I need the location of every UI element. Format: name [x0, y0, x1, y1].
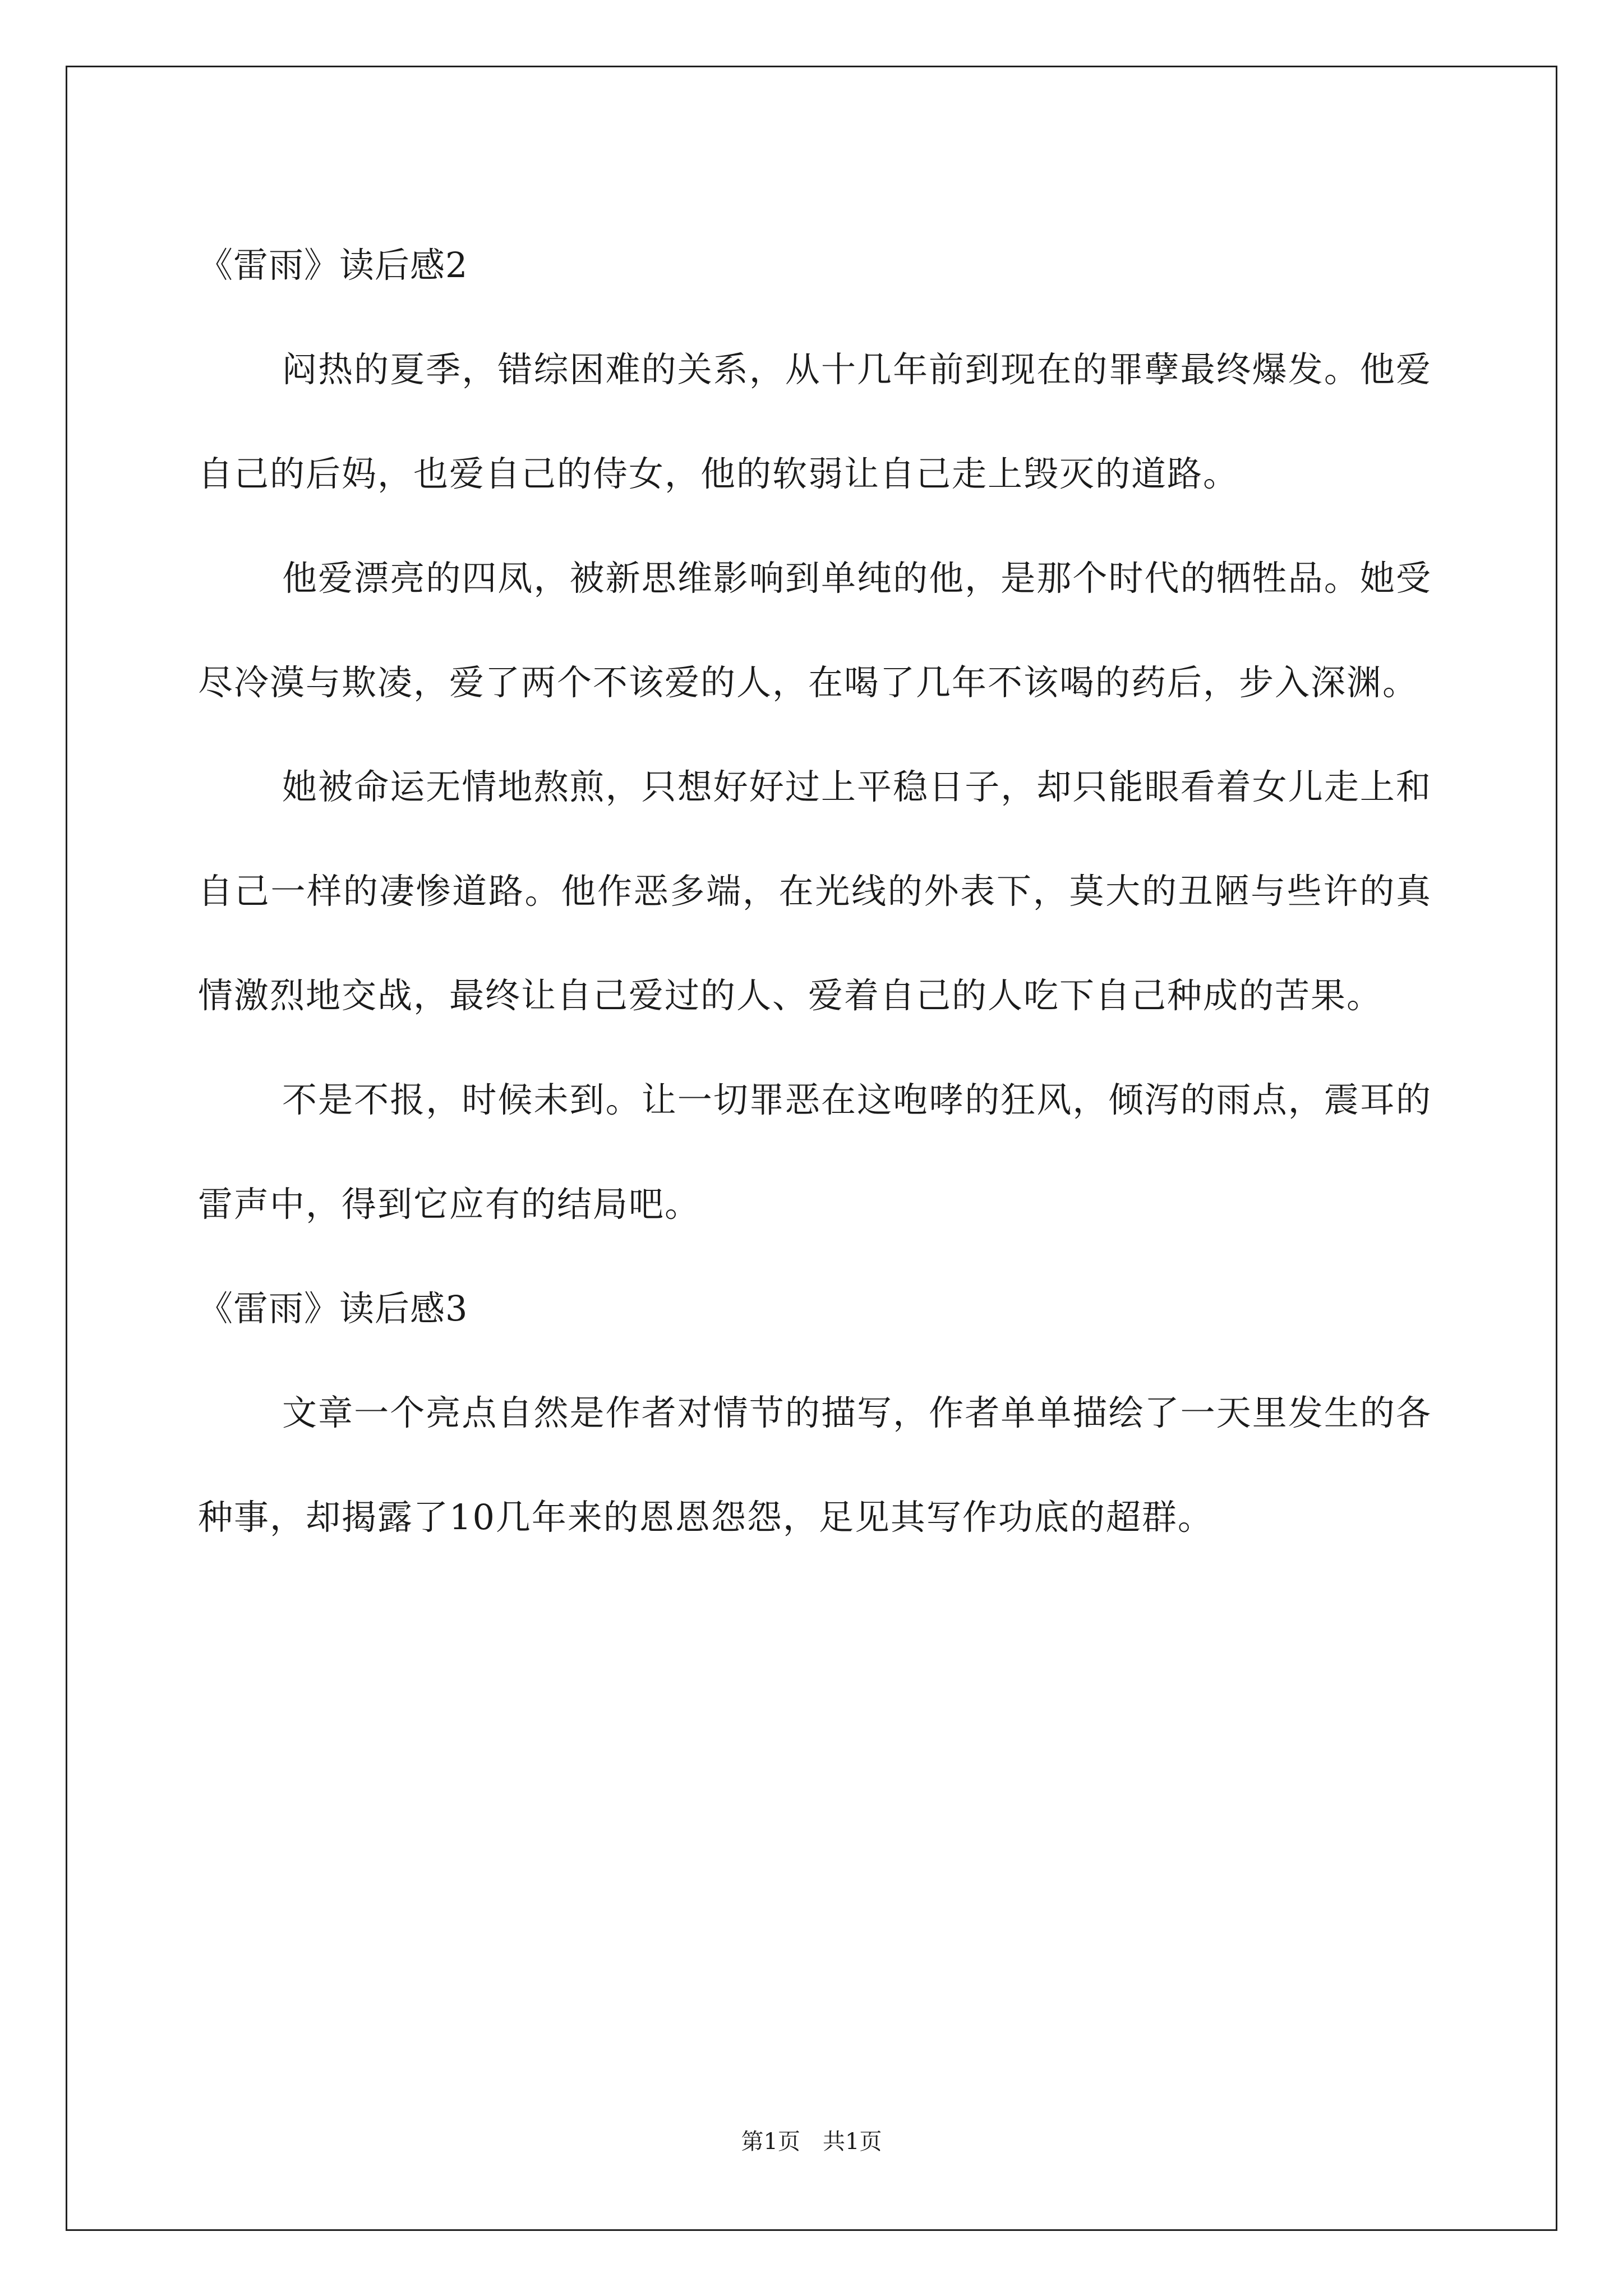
paragraph: 闷热的夏季，错综困难的关系，从十几年前到现在的罪孽最终爆发。他爱自己的后妈，也爱自己的侍女，他的软弱让自己走上毁灭的道路。	[198, 349, 1432, 494]
section-heading: 《雷雨》读后感3	[198, 1288, 468, 1329]
section-heading: 《雷雨》读后感2	[198, 245, 468, 286]
paragraph: 不是不报，时候未到。让一切罪恶在这咆哮的狂风，倾泻的雨点，震耳的雷声中，得到它应有的结局吧。	[198, 1079, 1432, 1225]
paragraph: 文章一个亮点自然是作者对情节的描写，作者单单描绘了一天里发生的各种事，却揭露了10几年来的恩恩怨怨，足见其写作功底的超群。	[198, 1392, 1432, 1538]
page-footer: 第1页 共1页	[741, 2129, 882, 2155]
paragraph: 她被命运无情地熬煎，只想好好过上平稳日子，却只能眼看着女儿走上和自己一样的凄惨道路。他作恶多端，在光线的外表下，莫大的丑陋与些许的真情激烈地交战，最终让自己爱过的人、爱着自己的人吃下自己种成的苦果。	[198, 766, 1432, 1016]
section-3	[198, 1257, 1432, 1570]
section-2	[198, 213, 1432, 1257]
paragraph: 他爱漂亮的四凤，被新思维影响到单纯的他，是那个时代的牺牲品。她受尽冷漠与欺凌，爱了两个不该爱的人，在喝了几年不该喝的药后，步入深渊。	[198, 558, 1432, 703]
document-body	[198, 213, 1432, 1570]
